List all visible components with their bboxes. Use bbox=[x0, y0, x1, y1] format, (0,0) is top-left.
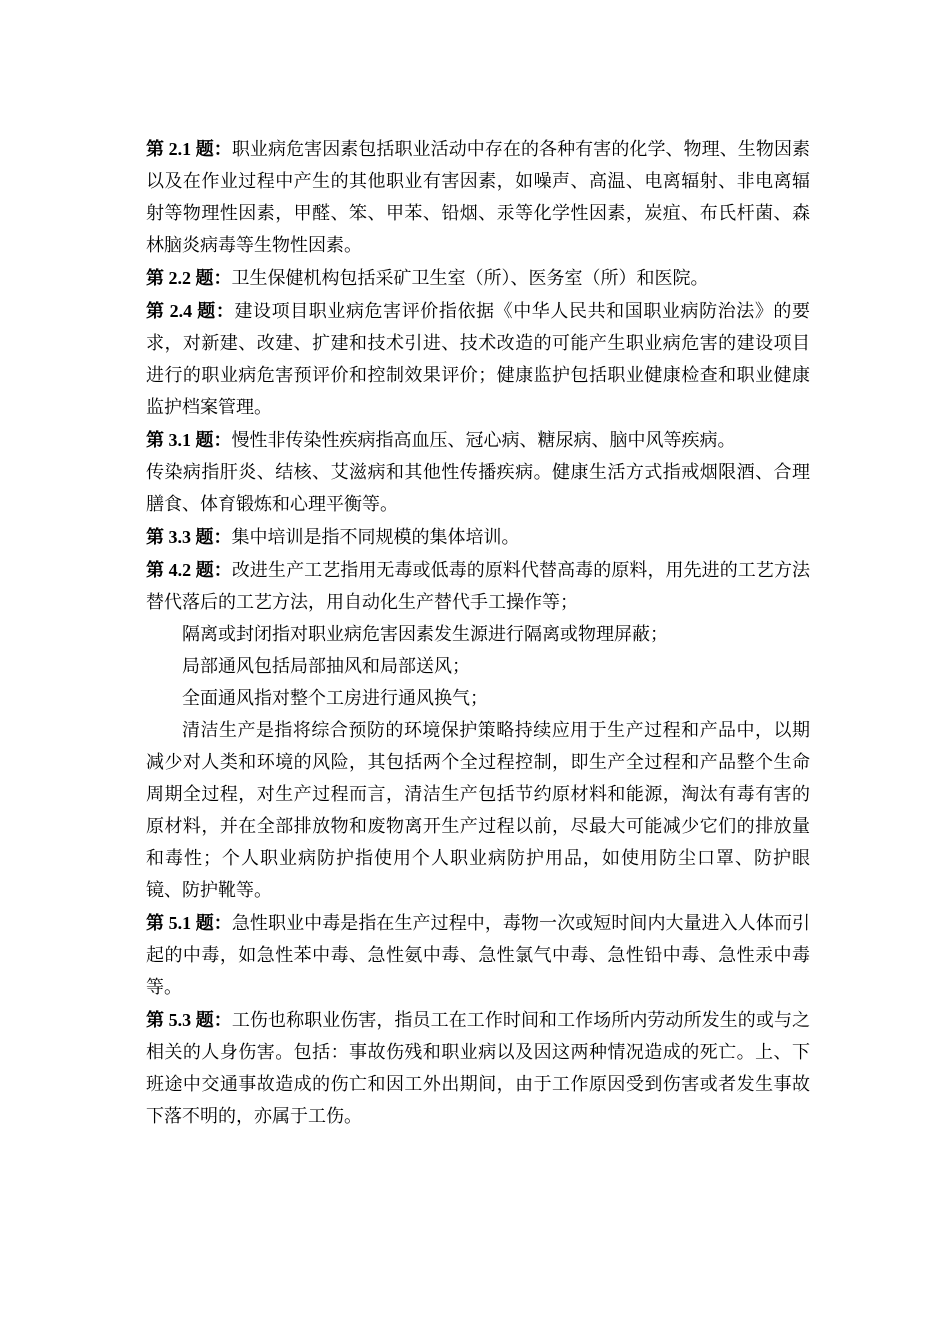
paragraph-2-1 bbox=[146, 133, 810, 262]
paragraph-text: 卫生保健机构包括采矿卫生室（所）、医务室（所）和医院。 bbox=[231, 268, 709, 289]
paragraph-2-2 bbox=[146, 262, 810, 295]
paragraph-5-1 bbox=[146, 907, 810, 1004]
question-label: 第 3.1 题： bbox=[146, 430, 232, 450]
paragraph-text: 传染病指肝炎、结核、艾滋病和其他性传播疾病。健康生活方式指戒烟限酒、合理膳食、体育锻炼和心理平衡等。 bbox=[146, 462, 810, 515]
paragraph-5-3 bbox=[146, 1004, 810, 1133]
paragraph-text: 急性职业中毒是指在生产过程中，毒物一次或短时间内大量进入人体而引起的中毒，如急性苯中毒、急性氨中毒、急性氯气中毒、急性铅中毒、急性汞中毒等。 bbox=[146, 913, 811, 998]
question-label: 第 5.1 题： bbox=[146, 913, 232, 933]
paragraph-text: 全面通风指对整个工房进行通风换气； bbox=[182, 688, 488, 709]
paragraph-general-ventilation bbox=[146, 683, 810, 715]
paragraph-text: 改进生产工艺指用无毒或低毒的原料代替高毒的原料，用先进的工艺方法替代落后的工艺方法，用自动化生产替代手工操作等； bbox=[146, 560, 811, 613]
paragraph-text: 隔离或封闭指对职业病危害因素发生源进行隔离或物理屏蔽； bbox=[182, 624, 668, 645]
paragraph-clean-production bbox=[146, 715, 810, 907]
paragraph-text: 局部通风包括局部抽风和局部送风； bbox=[182, 656, 470, 677]
paragraph-isolation bbox=[146, 619, 810, 651]
question-label: 第 4.2 题： bbox=[146, 560, 232, 580]
question-label: 第 2.2 题： bbox=[146, 268, 232, 288]
paragraph-2-4 bbox=[146, 295, 810, 424]
paragraph-text: 职业病危害因素包括职业活动中存在的各种有害的化学、物理、生物因素以及在作业过程中产生的其他职业有害因素，如噪声、高温、电离辐射、非电离辐射等物理性因素，甲醛、笨、甲苯、铅烟、汞等化学性因素，炭疽、布氏杆菌、森林脑炎病毒等生物性因素。 bbox=[146, 139, 811, 256]
paragraph-3-1-continued bbox=[146, 457, 810, 521]
paragraph-text: 集中培训是指不同规模的集体培训。 bbox=[231, 527, 520, 548]
paragraph-text: 慢性非传染性疾病指高血压、冠心病、糖尿病、脑中风等疾病。 bbox=[231, 430, 736, 451]
paragraph-local-ventilation bbox=[146, 651, 810, 683]
paragraph-text: 建设项目职业病危害评价指依据《中华人民共和国职业病防治法》的要求，对新建、改建、扩建和技术引进、技术改造的可能产生职业病危害的建设项目进行的职业病危害预评价和控制效果评价；健康监护包括职业健康检查和职业健康监护档案管理。 bbox=[146, 301, 811, 418]
question-label: 第 5.3 题： bbox=[146, 1010, 232, 1030]
question-label: 第 2.1 题： bbox=[146, 139, 232, 159]
paragraph-3-3 bbox=[146, 521, 810, 554]
paragraph-4-2 bbox=[146, 554, 810, 619]
question-label: 第 3.3 题： bbox=[146, 527, 232, 547]
paragraph-3-1 bbox=[146, 424, 810, 457]
paragraph-text: 清洁生产是指将综合预防的环境保护策略持续应用于生产过程和产品中，以期减少对人类和环境的风险，其包括两个全过程控制，即生产全过程和产品整个生命周期全过程，对生产过程而言，清洁生产包括节约原材料和能源，淘汰有毒有害的原材料，并在全部排放物和废物离开生产过程以前，尽最大可能减少它们的排放量和毒性；个人职业病防护指使用个人职业病防护用品，如使用防尘口罩、防护眼镜、防护靴等。 bbox=[146, 720, 810, 901]
question-label: 第 2.4 题： bbox=[146, 301, 235, 321]
document-body bbox=[146, 133, 810, 1133]
paragraph-text: 工伤也称职业伤害，指员工在工作时间和工作场所内劳动所发生的或与之相关的人身伤害。包括：事故伤残和职业病以及因这两种情况造成的死亡。上、下班途中交通事故造成的伤亡和因工外出期间，由于工作原因受到伤害或者发生事故下落不明的，亦属于工伤。 bbox=[146, 1010, 811, 1127]
